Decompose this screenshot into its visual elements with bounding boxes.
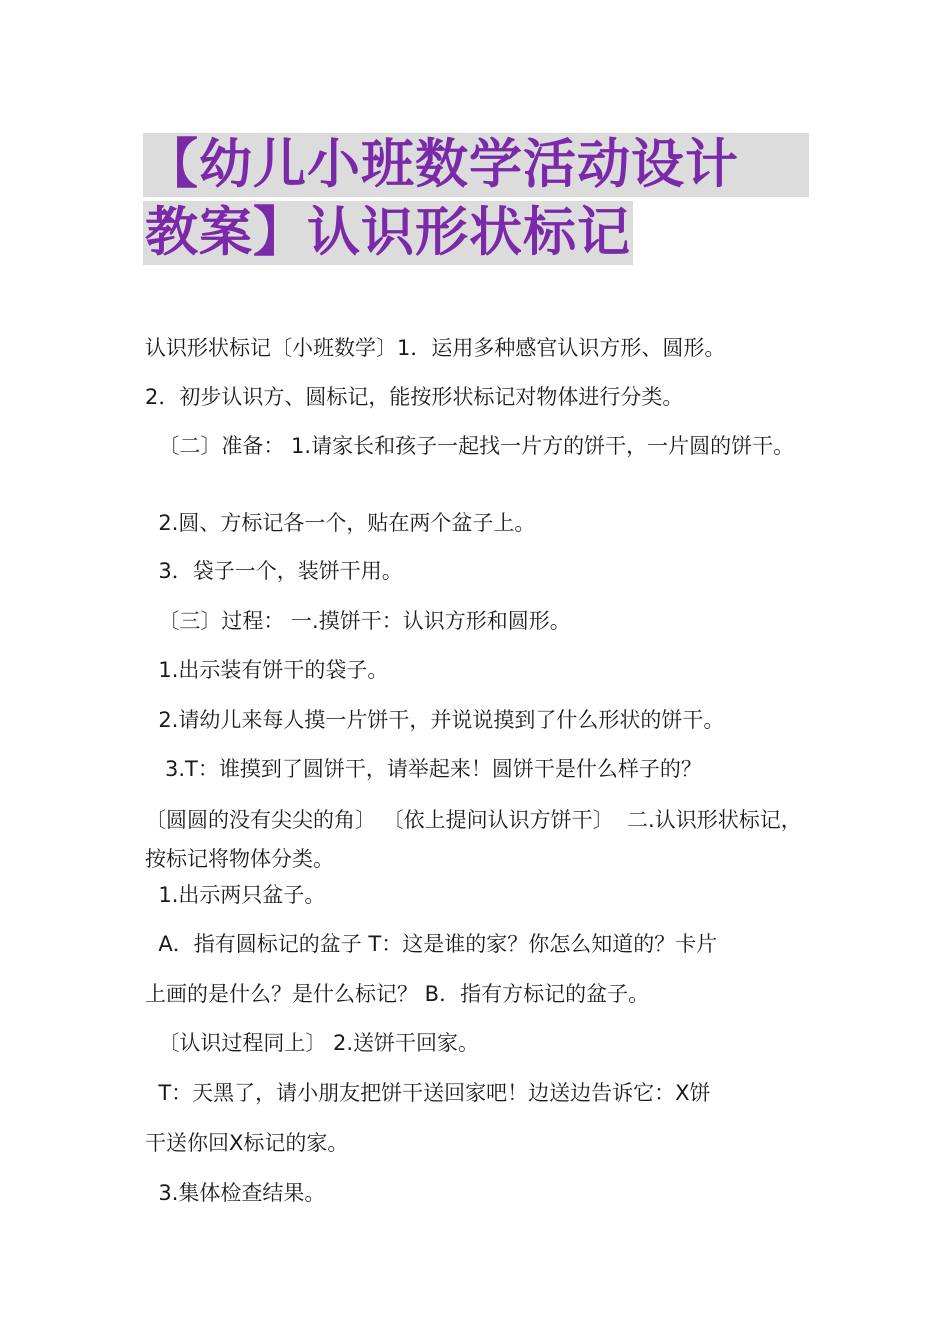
paragraph: 3.T：谁摸到了圆饼干，请举起来！圆饼干是什么样子的？ (145, 757, 702, 781)
paragraph: 2.圆、方标记各一个，贴在两个盆子上。 (145, 511, 536, 535)
paragraph: 〔圆圆的没有尖尖的角〕 〔依上提问认识方饼干〕 二.认识形状标记，按标记将物体分类。 (145, 808, 802, 871)
title-line-1: 【幼儿小班数学活动设计 (143, 133, 809, 197)
paragraph: 〔三〕过程： 一.摸饼干：认识方形和圆形。 (145, 609, 571, 633)
paragraph: 1.出示装有饼干的袋子。 (145, 658, 389, 682)
paragraph: 〔二〕准备： 1.请家长和孩子一起找一片方的饼干，一片圆的饼干。 (145, 434, 795, 458)
paragraph: 上画的是什么？是什么标记？ B．指有方标记的盆子。 (145, 982, 650, 1006)
title-line-2: 教案】认识形状标记 (145, 202, 631, 263)
paragraph: A．指有圆标记的盆子 T：这是谁的家？你怎么知道的？卡片 (145, 932, 718, 956)
paragraph: 2．初步认识方、圆标记，能按形状标记对物体进行分类。 (145, 385, 684, 409)
paragraph: T：天黑了，请小朋友把饼干送回家吧！边送边告诉它：X饼 (145, 1081, 711, 1105)
paragraph: 干送你回X标记的家。 (145, 1131, 349, 1155)
paragraph: 〔认识过程同上〕 2.送饼干回家。 (145, 1031, 480, 1055)
paragraph: 1.出示两只盆子。 (145, 883, 326, 907)
paragraph: 3.集体检查结果。 (145, 1181, 326, 1205)
paragraph: 认识形状标记〔小班数学〕1．运用多种感官认识方形、圆形。 (145, 336, 726, 360)
paragraph: 2.请幼儿来每人摸一片饼干，并说说摸到了什么形状的饼干。 (145, 708, 725, 732)
paragraph: 3．袋子一个，装饼干用。 (145, 559, 403, 583)
